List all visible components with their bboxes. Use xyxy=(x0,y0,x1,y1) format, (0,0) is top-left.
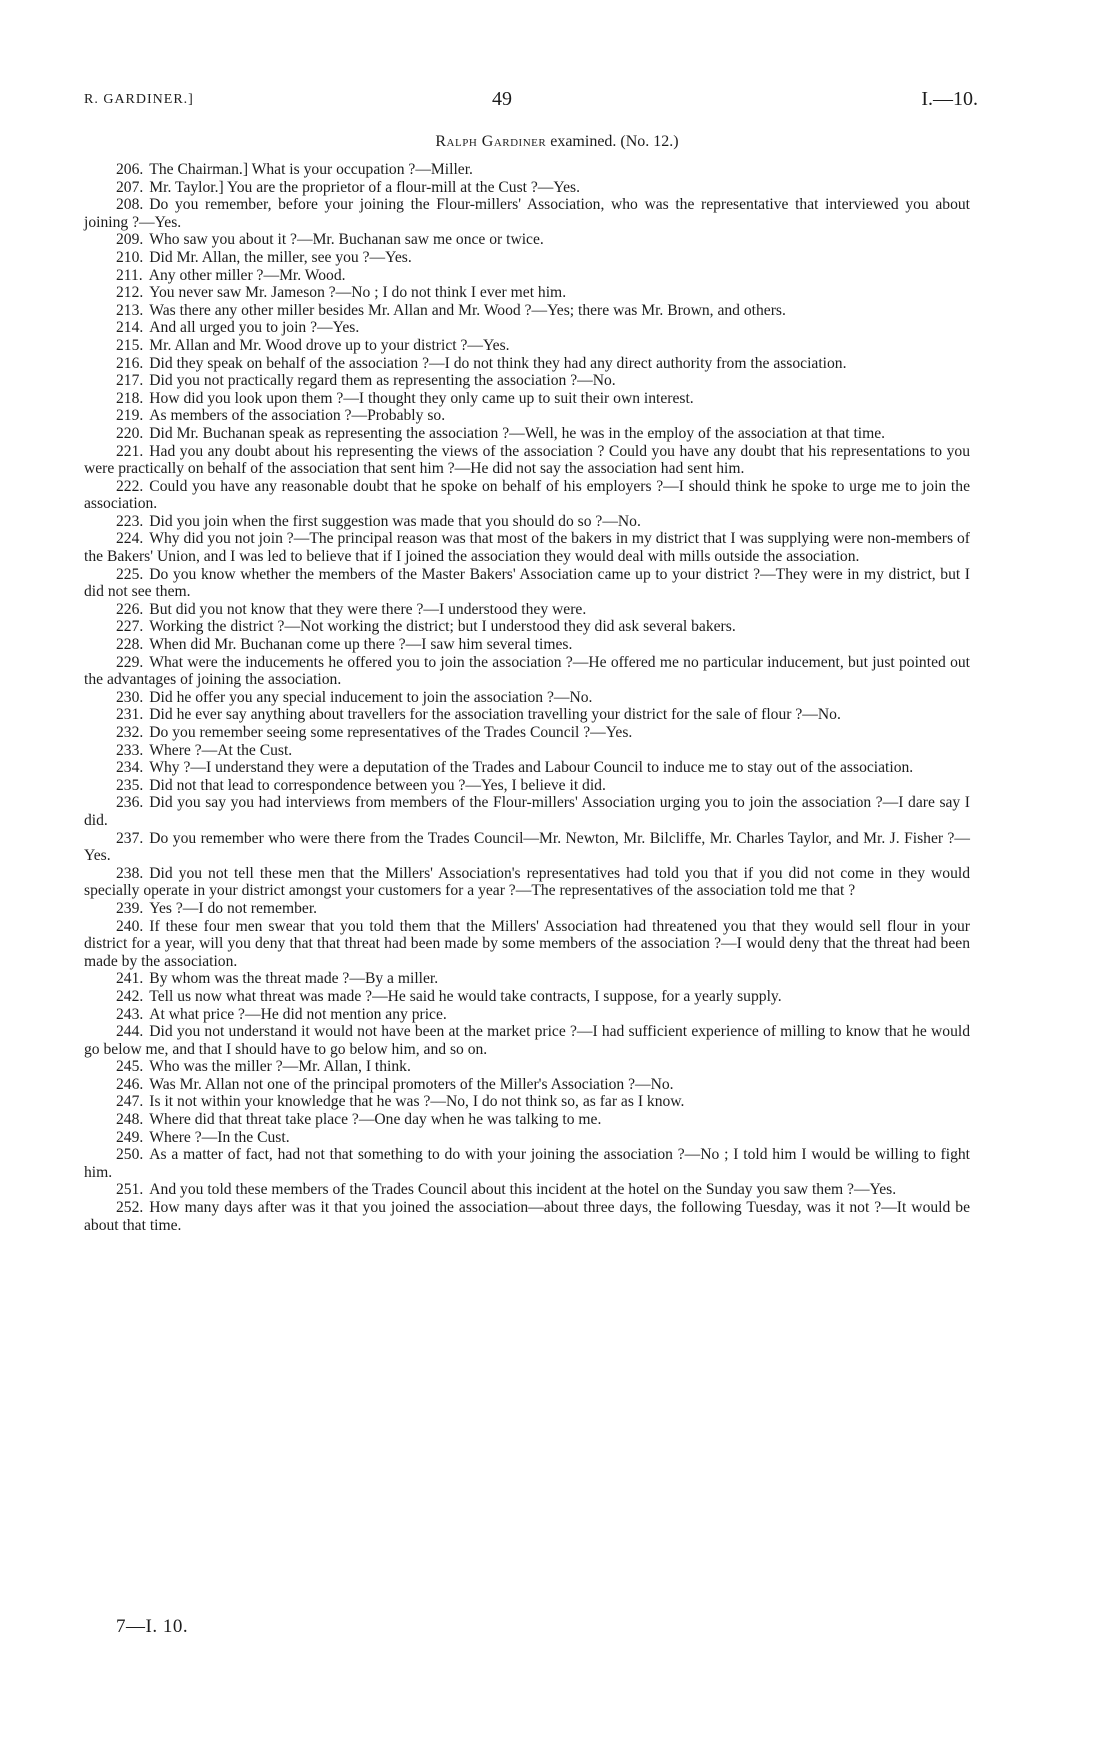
question-paragraph xyxy=(84,636,970,654)
question-paragraph xyxy=(84,970,970,988)
question-number: 217. xyxy=(116,372,144,390)
question-text: Was there any other miller besides Mr. Allan and Mr. Wood ?—Yes; there was Mr. Brown, and others. xyxy=(149,301,786,319)
question-text: Had you any doubt about his representing the views of the association ? Could you have any doubt that his representations to you were practically on behalf of the association that sent him ?—He did not say the association had sent him. xyxy=(84,442,970,478)
question-number: 211. xyxy=(116,266,143,284)
question-text: Mr. Allan and Mr. Wood drove up to your district ?—Yes. xyxy=(149,336,510,354)
question-text: Any other miller ?—Mr. Wood. xyxy=(148,266,346,284)
question-text: Did Mr. Buchanan speak as representing the association ?—Well, he was in the employ of the association at that time. xyxy=(149,424,886,442)
question-number: 239. xyxy=(116,899,144,917)
question-text: As members of the association ?—Probably so. xyxy=(149,407,446,425)
question-paragraph xyxy=(84,777,970,795)
question-number: 244. xyxy=(116,1023,144,1041)
question-text: Did they speak on behalf of the association ?—I do not think they had any direct authority from the association. xyxy=(149,354,847,372)
question-number: 226. xyxy=(116,600,144,618)
question-number: 222. xyxy=(116,477,144,495)
question-number: 240. xyxy=(116,917,144,935)
question-text: And all urged you to join ?—Yes. xyxy=(149,319,360,337)
question-paragraph xyxy=(84,742,970,760)
question-text: Who was the miller ?—Mr. Allan, I think. xyxy=(149,1058,411,1076)
question-text: Where ?—In the Cust. xyxy=(149,1128,290,1146)
question-text: Do you remember, before your joining the Flour-millers' Association, who was the representative that interviewed you about joining ?—Yes. xyxy=(84,196,970,231)
question-number: 246. xyxy=(116,1075,144,1093)
question-paragraph xyxy=(84,988,970,1006)
question-paragraph xyxy=(84,407,970,425)
question-text: Did Mr. Allan, the miller, see you ?—Yes. xyxy=(149,248,412,266)
question-text: Did he ever say anything about travellers for the association travelling your district for the sale of flour ?—No. xyxy=(149,706,841,724)
question-text: Was Mr. Allan not one of the principal promoters of the Miller's Association ?—No. xyxy=(149,1075,674,1093)
question-paragraph xyxy=(84,390,970,408)
question-text: Do you know whether the members of the Master Bakers' Association came up to your district ?—They were in my district, but I did not see them. xyxy=(84,565,970,601)
question-number: 235. xyxy=(116,776,144,794)
question-number: 224. xyxy=(116,530,144,548)
question-text: Who saw you about it ?—Mr. Buchanan saw me once or twice. xyxy=(149,231,544,249)
question-text: Why did you not join ?—The principal reason was that most of the bakers in my district that I was supplying were non-members of the Bakers' Union, and I was led to believe that if I joined the association they would deal with mills outside the association. xyxy=(84,530,970,566)
question-text: Did you not tell these men that the Millers' Association's representatives had told you that if you did not come in they would specially operate in your district amongst your customers for a year ?—The representatives of the association told me that ? xyxy=(84,864,970,900)
question-text: What were the inducements he offered you to join the association ?—He offered me no particular inducement, but just pointed out the advantages of joining the association. xyxy=(84,653,970,689)
question-paragraph xyxy=(84,794,970,829)
section-title xyxy=(0,133,1114,151)
question-paragraph xyxy=(84,1093,970,1111)
question-paragraph xyxy=(84,513,970,531)
question-number: 252. xyxy=(116,1199,144,1217)
question-text: By whom was the threat made ?—By a miller. xyxy=(149,970,439,988)
question-number: 223. xyxy=(116,512,144,530)
question-number: 214. xyxy=(116,319,144,337)
question-paragraph xyxy=(84,759,970,777)
question-number: 241. xyxy=(116,970,144,988)
question-paragraph xyxy=(84,425,970,443)
question-number: 245. xyxy=(116,1058,144,1076)
page-number: 49 xyxy=(492,88,512,110)
question-number: 206. xyxy=(116,161,144,178)
question-text: The Chairman.] What is your occupation ?—Miller. xyxy=(149,161,473,178)
question-paragraph xyxy=(84,865,970,900)
question-text: Is it not within your knowledge that he was ?—No, I do not think so, as far as I know. xyxy=(149,1093,685,1111)
question-text: And you told these members of the Trades Council about this incident at the hotel on the Sunday you saw them ?—Yes. xyxy=(149,1181,897,1199)
question-number: 210. xyxy=(116,248,144,266)
question-paragraph xyxy=(84,231,970,249)
question-paragraph xyxy=(84,478,970,513)
question-number: 213. xyxy=(116,301,144,319)
question-paragraph xyxy=(84,1129,970,1147)
question-text: At what price ?—He did not mention any price. xyxy=(149,1005,447,1023)
question-paragraph xyxy=(84,302,970,320)
question-number: 242. xyxy=(116,987,144,1005)
question-paragraph xyxy=(84,654,970,689)
question-paragraph xyxy=(84,689,970,707)
question-text: As a matter of fact, had not that something to do with your joining the association ?—No ; I told him I would be willing to fight him. xyxy=(84,1146,970,1181)
question-paragraph xyxy=(84,706,970,724)
question-paragraph xyxy=(84,830,970,865)
question-paragraph xyxy=(84,1023,970,1058)
question-paragraph xyxy=(84,1006,970,1024)
question-paragraph xyxy=(84,1076,970,1094)
question-paragraph xyxy=(84,196,970,231)
question-number: 232. xyxy=(116,724,144,741)
question-paragraph xyxy=(84,319,970,337)
question-paragraph xyxy=(84,724,970,742)
question-paragraph xyxy=(84,601,970,619)
question-number: 234. xyxy=(116,759,144,777)
question-number: 216. xyxy=(116,354,144,372)
question-paragraph xyxy=(84,1199,970,1234)
witness-name: Ralph Gardiner xyxy=(435,133,547,150)
question-number: 229. xyxy=(116,653,144,671)
question-paragraph xyxy=(84,566,970,601)
question-number: 233. xyxy=(116,741,144,759)
question-paragraph xyxy=(84,900,970,918)
question-paragraph xyxy=(84,267,970,285)
question-number: 249. xyxy=(116,1128,144,1146)
question-paragraph xyxy=(84,1058,970,1076)
question-number: 219. xyxy=(116,407,144,425)
question-number: 238. xyxy=(116,864,144,882)
question-paragraph xyxy=(84,355,970,373)
section-title-rest: examined. (No. 12.) xyxy=(546,133,679,150)
question-text: Tell us now what threat was made ?—He said he would take contracts, I suppose, for a yearly supply. xyxy=(149,987,782,1005)
question-text: Did you not understand it would not have been at the market price ?—I had sufficient experience of milling to know that he would go below me, and that I should have to go below him, and so on. xyxy=(84,1023,970,1058)
question-paragraph xyxy=(84,284,970,302)
question-paragraph xyxy=(84,918,970,971)
question-paragraph xyxy=(84,337,970,355)
question-number: 220. xyxy=(116,424,144,442)
question-text: Do you remember who were there from the Trades Council—Mr. Newton, Mr. Bilcliffe, Mr. Charles Taylor, and Mr. J. Fisher ?—Yes. xyxy=(84,829,970,865)
question-text: Why ?—I understand they were a deputation of the Trades and Labour Council to induce me to stay out of the association. xyxy=(149,759,914,777)
question-text: But did you not know that they were there ?—I understood they were. xyxy=(149,600,587,618)
header-witness-name: R. GARDINER.] xyxy=(84,92,194,107)
question-number: 247. xyxy=(116,1093,144,1111)
question-paragraph xyxy=(84,618,970,636)
question-text: When did Mr. Buchanan come up there ?—I saw him several times. xyxy=(149,636,573,654)
question-paragraph xyxy=(84,179,970,197)
question-paragraph xyxy=(84,1111,970,1129)
question-number: 221. xyxy=(116,442,144,460)
running-header xyxy=(84,88,978,118)
question-text: Where did that threat take place ?—One day when he was talking to me. xyxy=(149,1111,602,1129)
question-number: 230. xyxy=(116,688,144,706)
question-text: Did you join when the first suggestion was made that you should do so ?—No. xyxy=(149,512,641,530)
examination-body xyxy=(84,161,970,1234)
question-paragraph xyxy=(84,1146,970,1181)
question-text: Mr. Taylor.] You are the proprietor of a flour-mill at the Cust ?—Yes. xyxy=(149,178,580,196)
paper-reference: I.—10. xyxy=(921,88,978,110)
question-number: 227. xyxy=(116,618,144,636)
question-number: 251. xyxy=(116,1181,144,1199)
question-text: Did he offer you any special inducement to join the association ?—No. xyxy=(149,688,593,706)
question-text: Could you have any reasonable doubt that he spoke on behalf of his employers ?—I should think he spoke to urge me to join the association. xyxy=(84,477,970,513)
question-number: 218. xyxy=(116,389,144,407)
question-number: 250. xyxy=(116,1146,144,1164)
question-number: 212. xyxy=(116,284,144,302)
question-number: 237. xyxy=(116,829,144,847)
question-number: 231. xyxy=(116,706,144,724)
question-number: 248. xyxy=(116,1111,144,1129)
question-text: You never saw Mr. Jameson ?—No ; I do not think I ever met him. xyxy=(149,284,567,302)
question-text: Did you not practically regard them as representing the association ?—No. xyxy=(149,372,616,390)
question-number: 243. xyxy=(116,1005,144,1023)
question-number: 228. xyxy=(116,636,144,654)
question-number: 215. xyxy=(116,336,144,354)
question-paragraph xyxy=(84,161,970,179)
question-text: How did you look upon them ?—I thought they only came up to suit their own interest. xyxy=(149,389,694,407)
question-number: 236. xyxy=(116,794,144,812)
question-paragraph xyxy=(84,372,970,390)
printer-signature: 7—I. 10. xyxy=(116,1616,189,1637)
question-text: Do you remember seeing some representatives of the Trades Council ?—Yes. xyxy=(149,724,633,741)
question-text: Yes ?—I do not remember. xyxy=(149,899,318,917)
question-paragraph xyxy=(84,249,970,267)
question-number: 207. xyxy=(116,178,144,196)
question-text: How many days after was it that you joined the association—about three days, the following Tuesday, was it not ?—It would be about that time. xyxy=(84,1199,970,1234)
question-text: Working the district ?—Not working the district; but I understood they did ask several bakers. xyxy=(149,618,736,636)
question-number: 208. xyxy=(116,196,144,214)
question-paragraph xyxy=(84,530,970,565)
question-text: Did you say you had interviews from members of the Flour-millers' Association urging you to join the association ?—I dare say I did. xyxy=(84,794,970,829)
question-text: Did not that lead to correspondence between you ?—Yes, I believe it did. xyxy=(149,776,606,794)
question-number: 209. xyxy=(116,231,144,249)
question-paragraph xyxy=(84,1181,970,1199)
question-paragraph xyxy=(84,443,970,478)
question-number: 225. xyxy=(116,565,144,583)
question-text: Where ?—At the Cust. xyxy=(149,741,293,759)
question-text: If these four men swear that you told them that the Millers' Association had threatened you that they would sell flour in your district for a year, will you deny that that threat had been made by some members of the association ?—I would deny that the threat had been made by the association. xyxy=(84,917,970,970)
